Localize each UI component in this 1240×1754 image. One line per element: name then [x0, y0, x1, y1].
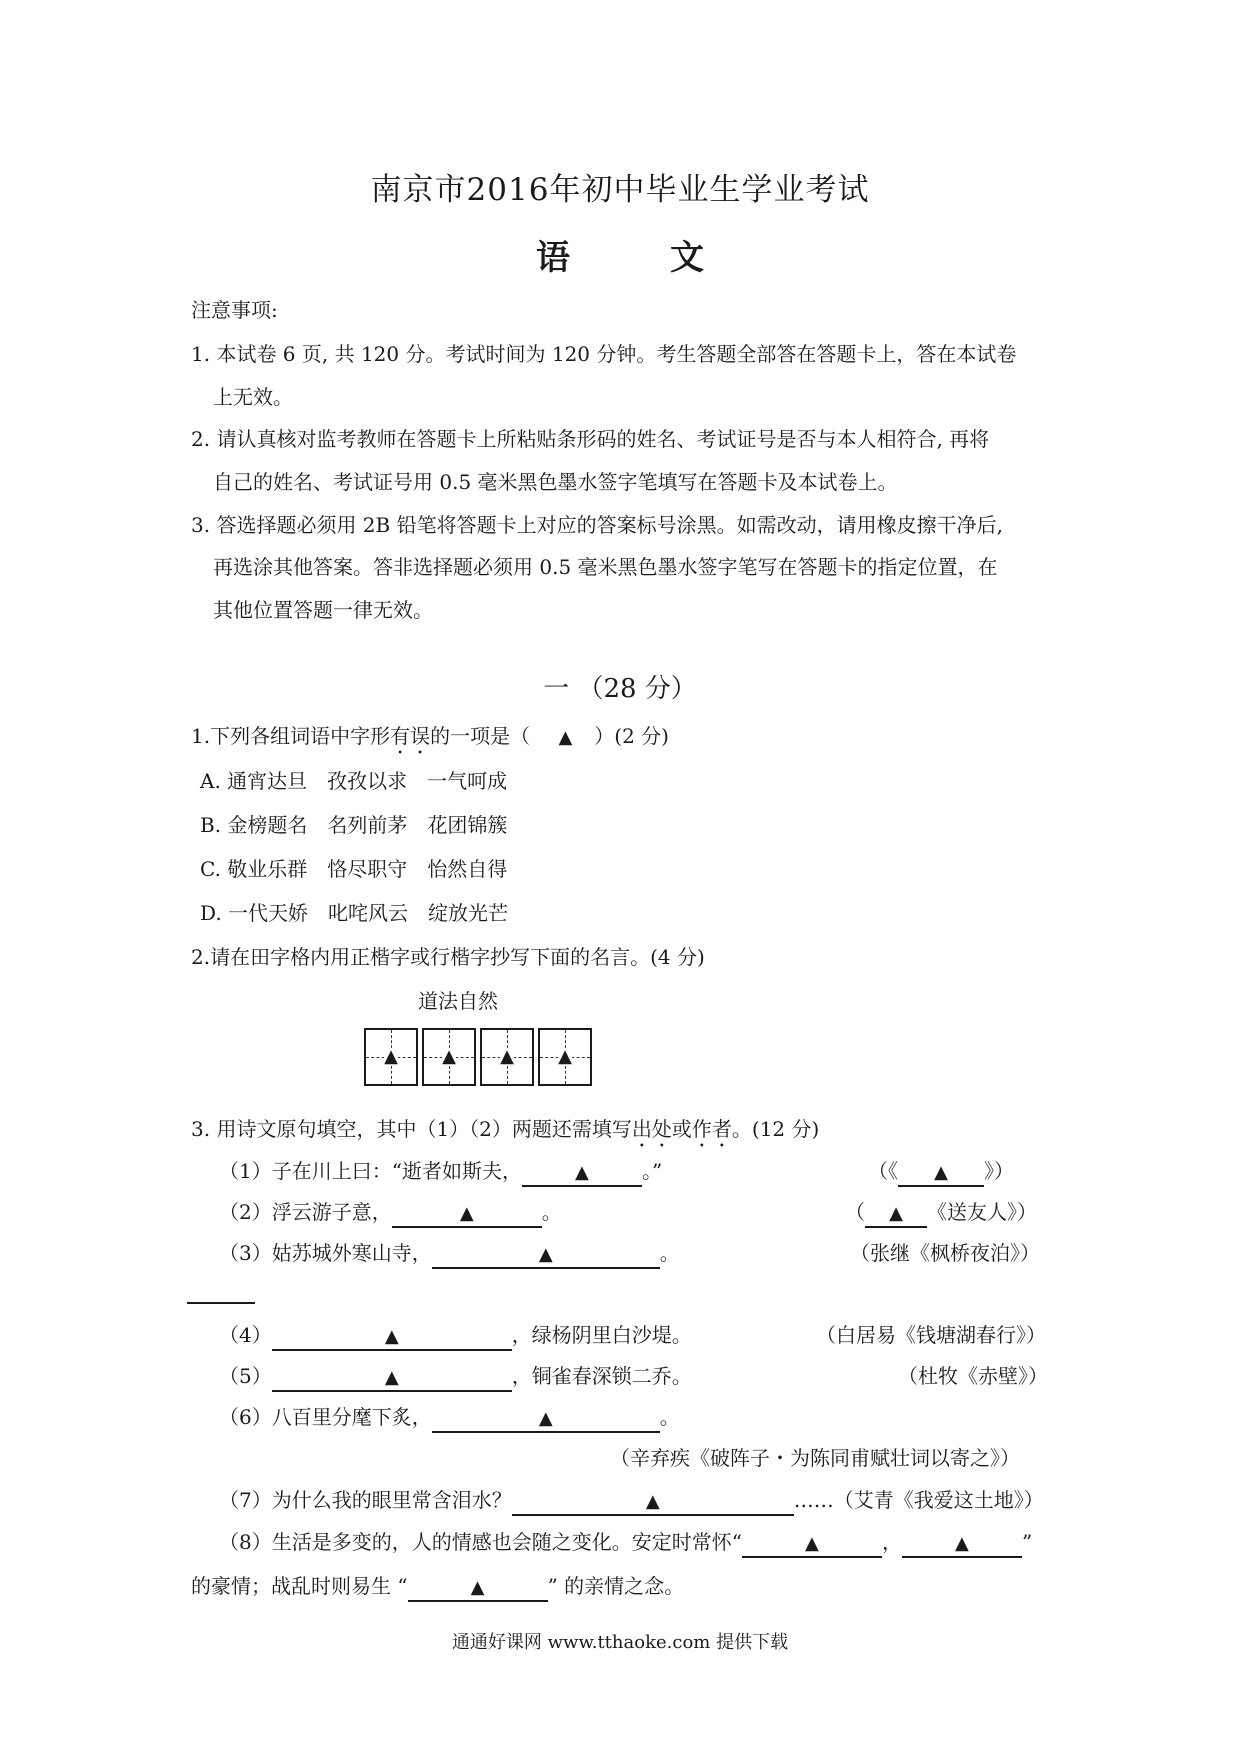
note-line-2: 2. 请认真核对监考教师在答题卡上所粘贴条形码的姓名、考试证号是否与本人相符合, 再将: [191, 427, 990, 451]
grid-cell: [364, 1028, 418, 1086]
note-line-1b: 上无效。: [213, 385, 293, 409]
stray-underline: [187, 1302, 255, 1304]
q3-item-4-source: （白居易《钱塘湖春行》）: [816, 1323, 1046, 1347]
q3-item-7: （7）为什么我的眼里常含泪水？ ▲ ……（艾青《我爱这土地》）: [219, 1484, 1044, 1516]
fill-blank: ▲: [392, 1200, 542, 1228]
subject-char-2: 文: [670, 238, 704, 278]
q3-item-1: （1）子在川上曰：“逝者如斯夫， ▲ 。”: [219, 1155, 662, 1187]
q3-item-3: （3）姑苏城外寒山寺， ▲ 。: [219, 1237, 680, 1269]
fill-blank: ▲: [522, 1159, 642, 1187]
q3-item-5-source: （杜牧《赤壁》）: [898, 1364, 1048, 1388]
fill-blank: ▲: [408, 1574, 548, 1602]
tianzige-grid: [364, 1028, 592, 1086]
q1-option-b: B. 金榜题名 名列前茅 花团锦簇: [200, 813, 508, 837]
triangle-icon: ▲: [384, 1046, 398, 1067]
q3-item-2: （2）浮云游子意， ▲ 。: [219, 1196, 562, 1228]
q1-stem: 1.下列各组词语中字形有误的一项是（ ▲ ）(2 分): [191, 724, 669, 748]
q2-stem: 2.请在田字格内用正楷字或行楷字抄写下面的名言。(4 分): [191, 945, 705, 969]
q2-quote: 道法自然: [418, 989, 498, 1013]
q3-item-6: （6）八百里分麾下炙， ▲ 。: [219, 1401, 680, 1433]
q3-item-6-source: （辛弃疾《破阵子・为陈同甫赋壮词以寄之》）: [610, 1446, 1020, 1470]
q3-item-8-line2: 的豪情；战乱时则易生 “ ▲ ” 的亲情之念。: [191, 1570, 684, 1602]
q3-item-4: （4） ▲ ，绿杨阴里白沙堤。: [219, 1319, 692, 1351]
grid-cell: [422, 1028, 476, 1086]
subject-char-1: 语: [536, 238, 570, 278]
q3-item-2-source: （ ▲ 《送友人》）: [845, 1196, 1037, 1228]
q3-item-8: （8）生活是多变的，人的情感也会随之变化。安定时常怀“ ▲ ， ▲ ”: [219, 1526, 1032, 1558]
note-line-3c: 其他位置答题一律无效。: [213, 598, 433, 622]
fill-blank: ▲: [865, 1200, 927, 1228]
q3-stem: 3. 用诗文原句填空，其中（1）（2）两题还需填写出处或作者。(12 分): [191, 1117, 820, 1141]
note-line-2b: 自己的姓名、考试证号用 0.5 毫米黑色墨水签字笔填写在答题卡及本试卷上。: [213, 470, 898, 494]
q3-item-5: （5） ▲ ，铜雀春深锁二乔。: [219, 1360, 692, 1392]
q3-item-3-source: （张继《枫桥夜泊》）: [850, 1241, 1040, 1265]
page-footer: 通通好课网 www.tthaoke.com 提供下载: [451, 1632, 789, 1653]
fill-blank: ▲: [512, 1488, 794, 1516]
fill-blank: ▲: [902, 1530, 1022, 1558]
q1-option-a: A. 通宵达旦 孜孜以求 一气呵成: [200, 769, 508, 793]
fill-blank: ▲: [742, 1530, 882, 1558]
grid-cell: [538, 1028, 592, 1086]
grid-cell: [480, 1028, 534, 1086]
answer-triangle-icon: ▲: [558, 727, 573, 748]
note-line-1: 1. 本试卷 6 页, 共 120 分。考试时间为 120 分钟。考生答题全部答在答题卡上，答在本试卷: [191, 342, 1017, 366]
triangle-icon: ▲: [442, 1046, 456, 1067]
exam-title: 南京市2016年初中毕业生学业考试: [370, 172, 870, 208]
q1-option-d: D. 一代天娇 叱咤风云 绽放光芒: [200, 901, 509, 925]
triangle-icon: ▲: [558, 1046, 572, 1067]
fill-blank: ▲: [272, 1323, 512, 1351]
triangle-icon: ▲: [500, 1046, 514, 1067]
fill-blank: ▲: [432, 1405, 660, 1433]
note-line-3: 3. 答选择题必须用 2B 铅笔将答题卡上对应的答案标号涂黑。如需改动，请用橡皮擦干净后,: [191, 513, 1003, 537]
section-heading: 一 （28 分）: [543, 674, 697, 704]
q3-item-1-source: （《 ▲ 》）: [868, 1155, 1014, 1187]
note-line-3b: 再选涂其他答案。答非选择题必须用 0.5 毫米黑色墨水签字笔写在答题卡的指定位置，在: [213, 555, 998, 579]
fill-blank: ▲: [898, 1159, 984, 1187]
fill-blank: ▲: [432, 1241, 660, 1269]
notes-heading: 注意事项:: [191, 298, 278, 322]
q1-emphasis: 有误: [390, 724, 431, 748]
subject-title: [0, 230, 1240, 279]
q1-option-c: C. 敬业乐群 恪尽职守 怡然自得: [200, 857, 508, 881]
fill-blank: ▲: [272, 1364, 512, 1392]
